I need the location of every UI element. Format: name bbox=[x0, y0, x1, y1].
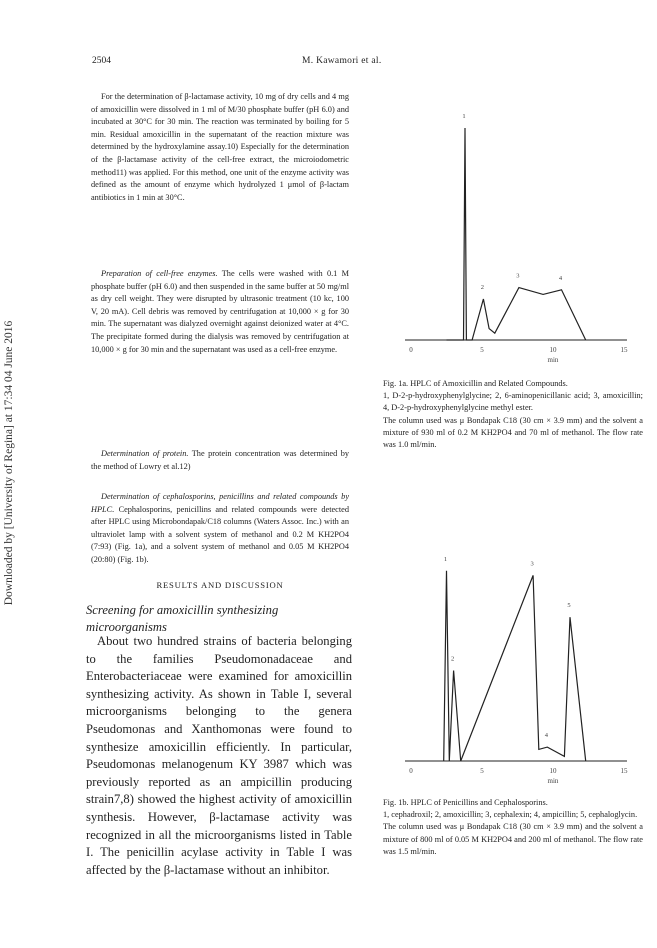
x-tick-label: 10 bbox=[549, 767, 557, 775]
paragraph-results bbox=[86, 633, 352, 879]
paragraph-text: For the determination of β-lactamase activity, 10 mg of dry cells and 4 mg of amoxicillin were dissolved in 1 ml of M/30 phosphate buffer (pH 6.0) and incubated at 30°C for 30 min. The reaction was terminated by boiling for 5 min. Residual amoxicillin in the supernatant of the reaction mixture was determined by the hydroxylamine assay.10) Especially for the determination of the β-lactamase activity of the cell-free extract, the microiodometric method11) was applied. For this method, one unit of the enzyme activity was defined as the amount of enzyme which hydrolyzed 1 μmol of β-lactam antibiotics in 1 min at 30°C. bbox=[91, 92, 349, 202]
running-header-author: M. Kawamori et al. bbox=[302, 56, 382, 66]
figure-1b-chromatogram bbox=[375, 490, 645, 800]
paragraph-text: About two hundred strains of bacteria belonging to the families Pseudomonadaceae and Enterobacteriaceae were examined for amoxicillin synthesizing activity. As shown in Table I, several microorganisms belonging to the genera Pseudomonas and Xanthomonas were found to synthesize amoxicillin efficiently. In particular, Pseudomonas melanogenum KY 3987 which was previously reported as an ampicillin producing strain7,8) showed the highest activity of amoxicillin synthesis. However, β-lactamase activity was recognized in all the microorganisms listed in Table I. The penicillin acylase activity in Table I was affected by the β-lactamase without an inhibitor. bbox=[86, 634, 352, 877]
caption-title: Fig. 1b. HPLC of Penicillins and Cephalosporins. bbox=[383, 798, 548, 807]
caption-conditions: The column used was μ Bondapak C18 (30 cm × 3.9 mm) and the solvent a mixture of 930 ml of 0.2 M KH2PO4 and 70 ml of methanol. The flow rate was 1.0 ml/min. bbox=[383, 415, 643, 450]
paragraph-protein bbox=[91, 448, 349, 473]
figure-1a-caption bbox=[383, 378, 643, 451]
caption-title: Fig. 1a. HPLC of Amoxicillin and Related Compounds. bbox=[383, 379, 568, 388]
peak-label-3: 3 bbox=[530, 560, 534, 568]
paragraph-body: The protein concentration was determined by the method of Lowry et al.12) bbox=[91, 449, 349, 471]
paragraph-hplc-method bbox=[91, 491, 349, 567]
paragraph-title: Determination of cephalosporins, penicillins and related compounds by HPLC. bbox=[91, 492, 349, 514]
x-tick-label: 5 bbox=[480, 346, 484, 354]
paragraph-title: Determination of protein. bbox=[101, 449, 189, 458]
x-tick-labels bbox=[409, 346, 628, 354]
peak-label-3: 3 bbox=[516, 272, 520, 280]
peak-labels bbox=[462, 113, 563, 291]
peak-labels bbox=[444, 556, 571, 739]
paragraph-text bbox=[91, 268, 349, 356]
paragraph-cell-free bbox=[91, 268, 349, 356]
chromatogram-trace bbox=[444, 571, 586, 761]
figure-1a-chromatogram bbox=[375, 90, 645, 380]
peak-label-5: 5 bbox=[567, 602, 571, 610]
peak-label-1: 1 bbox=[443, 555, 448, 563]
x-tick-label: 10 bbox=[549, 346, 557, 354]
x-tick-label: 5 bbox=[480, 767, 484, 775]
peak-label-1: 1 bbox=[462, 112, 466, 120]
figure-1b-caption bbox=[383, 797, 643, 858]
x-tick-label: 15 bbox=[620, 346, 628, 354]
section-heading-results: RESULTS AND DISCUSSION bbox=[156, 580, 284, 590]
peak-label-2: 2 bbox=[450, 655, 455, 663]
peak-label-2: 2 bbox=[480, 283, 485, 291]
subsection-heading-screening bbox=[86, 602, 352, 636]
paragraph-beta-lactamase bbox=[91, 91, 349, 204]
paragraph-text bbox=[91, 448, 349, 473]
chromatogram-trace bbox=[447, 128, 586, 340]
x-tick-label: 0 bbox=[409, 767, 413, 775]
subsection-heading-text: Screening for amoxicillin synthesizing microorganisms bbox=[86, 603, 279, 634]
download-watermark: Downloaded by [University of Regina] at 17:34 04 June 2016 bbox=[3, 320, 15, 606]
peak-label-4: 4 bbox=[558, 274, 563, 282]
x-tick-label: 15 bbox=[620, 767, 628, 775]
paragraph-title: Preparation of cell-free enzymes. bbox=[101, 269, 218, 278]
x-tick-label: 0 bbox=[409, 346, 413, 354]
paragraph-text bbox=[91, 491, 349, 567]
caption-conditions: The column used was μ Bondapak C18 (30 cm × 3.9 mm) and the solvent a mixture of 800 ml of 0.05 M KH2PO4 and 200 ml of methanol. The flow rate was 1.5 ml/min. bbox=[383, 822, 643, 856]
page-number: 2504 bbox=[92, 56, 111, 66]
x-unit-label: min bbox=[547, 777, 559, 785]
peak-label-4: 4 bbox=[544, 732, 548, 740]
x-tick-labels bbox=[409, 767, 628, 775]
paragraph-body: The cells were washed with 0.1 M phosphate buffer (pH 6.0) and then suspended in the same buffer at 50 mg/ml as dry cell weight. They were disrupted by ultrasonic treatment (10 kc, 100 V, 20 mA). Cell debris was removed by centrifugation at 10,000 × g for 30 min. The supernatant was dialyzed overnight against deionized water at 4°C. The precipitate formed during the dialysis was removed by centrifugation at 10,000 × g for 30 min and the supernatant was used as a cell-free enzyme. bbox=[91, 269, 349, 354]
caption-compounds: 1, cephadroxil; 2, amoxicillin; 3, cephalexin; 4, ampicillin; 5, cephaloglycin. bbox=[383, 810, 638, 820]
paragraph-body: Cephalosporins, penicillins and related compounds were detected after HPLC using Microbondapak/C18 columns (Waters Assoc. Inc.) with an ultraviolet lamp with a solvent system of methanol and 0.2 M KH2PO4 (7:93) (Fig. 1a), and a solvent system of methanol and 0.05 M KH2PO4 (20:80) (Fig. 1b). bbox=[91, 504, 349, 564]
caption-compounds: 1, D-2-p-hydroxyphenylglycine; 2, 6-aminopenicillanic acid; 3, amoxicillin; 4, D-2-p-hydroxyphenylglycine methyl ester. bbox=[383, 391, 643, 413]
x-unit-label: min bbox=[547, 356, 559, 364]
